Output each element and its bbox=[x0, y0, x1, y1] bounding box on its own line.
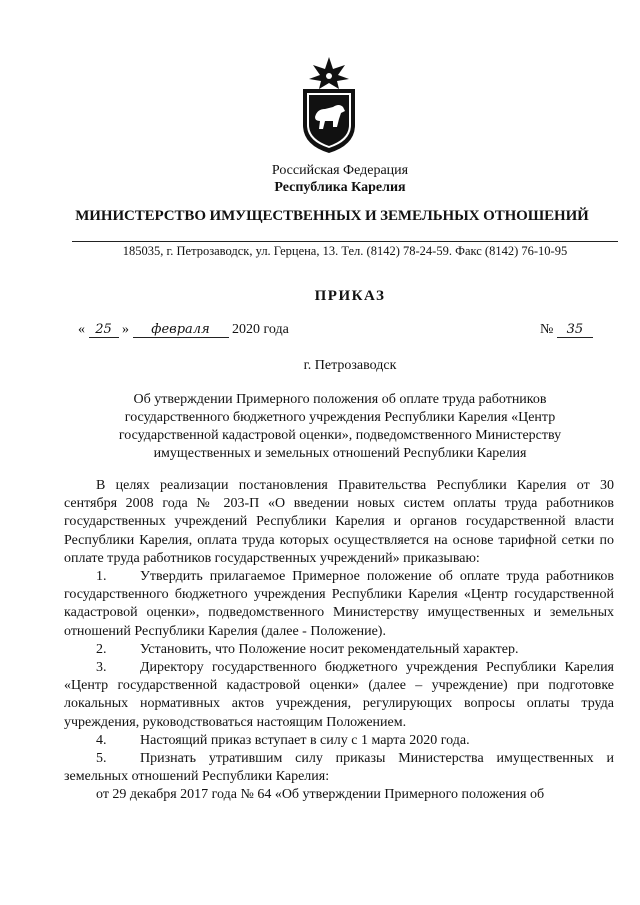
item-text: Утвердить прилагаемое Примерное положение об оплате труда работников государственного бюджетного учреждения Республики Карелия «Центр государственной кадастровой оценки», подведомственного Министерству имущественных и земельных отношений Республики Карелия (далее - Положение). bbox=[64, 569, 614, 639]
item-number: 5. bbox=[96, 751, 107, 767]
item-text: Настоящий приказ вступает в силу с 1 марта 2020 года. bbox=[140, 732, 470, 748]
date-open-quote: « bbox=[78, 322, 85, 337]
item-number: 2. bbox=[96, 641, 107, 657]
date-month-handwritten: февраля bbox=[133, 323, 229, 338]
date-day-handwritten: 25 bbox=[89, 323, 119, 338]
order-body bbox=[64, 477, 614, 805]
item-text: Признать утратившим силу приказы Министерства имущественных и земельных отношений Республики Карелия: bbox=[64, 751, 614, 785]
date-close-quote: » bbox=[122, 322, 129, 337]
item-text: Установить, что Положение носит рекомендательный характер. bbox=[140, 641, 519, 657]
order-date bbox=[78, 322, 289, 338]
republic-name: Республика Карелия bbox=[274, 180, 406, 195]
number-label: № bbox=[540, 322, 554, 337]
list-item bbox=[64, 641, 614, 659]
karelia-coat-of-arms-icon bbox=[293, 55, 365, 155]
preamble-paragraph: В целях реализации постановления Правительства Республики Карелия от 30 сентября 2008 года № 203-П «О введении новых систем оплаты труда работников государственных учреждений Республики Карелия и органов государственной власти Республики Карелия, оплата труда которых осуществляется на основе тарифной сетки по оплате труда работников государственных учреждений» приказываю: bbox=[64, 478, 614, 566]
order-city: г. Петрозаводск bbox=[303, 358, 397, 373]
list-item bbox=[64, 750, 614, 786]
item-number: 3. bbox=[96, 660, 107, 676]
list-item bbox=[64, 659, 614, 732]
order-number-handwritten: 35 bbox=[557, 323, 593, 338]
list-item bbox=[64, 568, 614, 641]
list-item bbox=[64, 732, 614, 750]
ministry-name: МИНИСТЕРСТВО ИМУЩЕСТВЕННЫХ И ЗЕМЕЛЬНЫХ ОТНОШЕНИЙ bbox=[75, 208, 589, 224]
cut-off-line: от 29 декабря 2017 года № 64 «Об утверждении Примерного положения об bbox=[96, 787, 545, 803]
order-title: ПРИКАЗ bbox=[314, 288, 386, 304]
ministry-address: 185035, г. Петрозаводск, ул. Герцена, 13. Тел. (8142) 78-24-59. Факс (8142) 76-10-95 bbox=[122, 244, 568, 258]
order-subject: Об утверждении Примерного положения об оплате труда работников государственного бюджетного учреждения Республики Карелия «Центр государственной кадастровой оценки», подведомственного Министерству имущественных и земельных отношений Республики Карелия bbox=[118, 392, 562, 461]
item-number: 4. bbox=[96, 732, 107, 748]
item-text: Директору государственного бюджетного учреждения Республики Карелия «Центр государственной кадастровой оценки» (далее – учреждение) при подготовке локальных нормативных актов учреждения, регулирующих вопросы оплаты труда учреждения, руководствоваться настоящим Положением. bbox=[64, 660, 614, 730]
country-name: Российская Федерация bbox=[271, 163, 409, 178]
date-year: 2020 года bbox=[232, 322, 289, 337]
header-divider bbox=[72, 241, 618, 242]
order-number bbox=[540, 322, 593, 338]
item-number: 1. bbox=[96, 569, 107, 585]
